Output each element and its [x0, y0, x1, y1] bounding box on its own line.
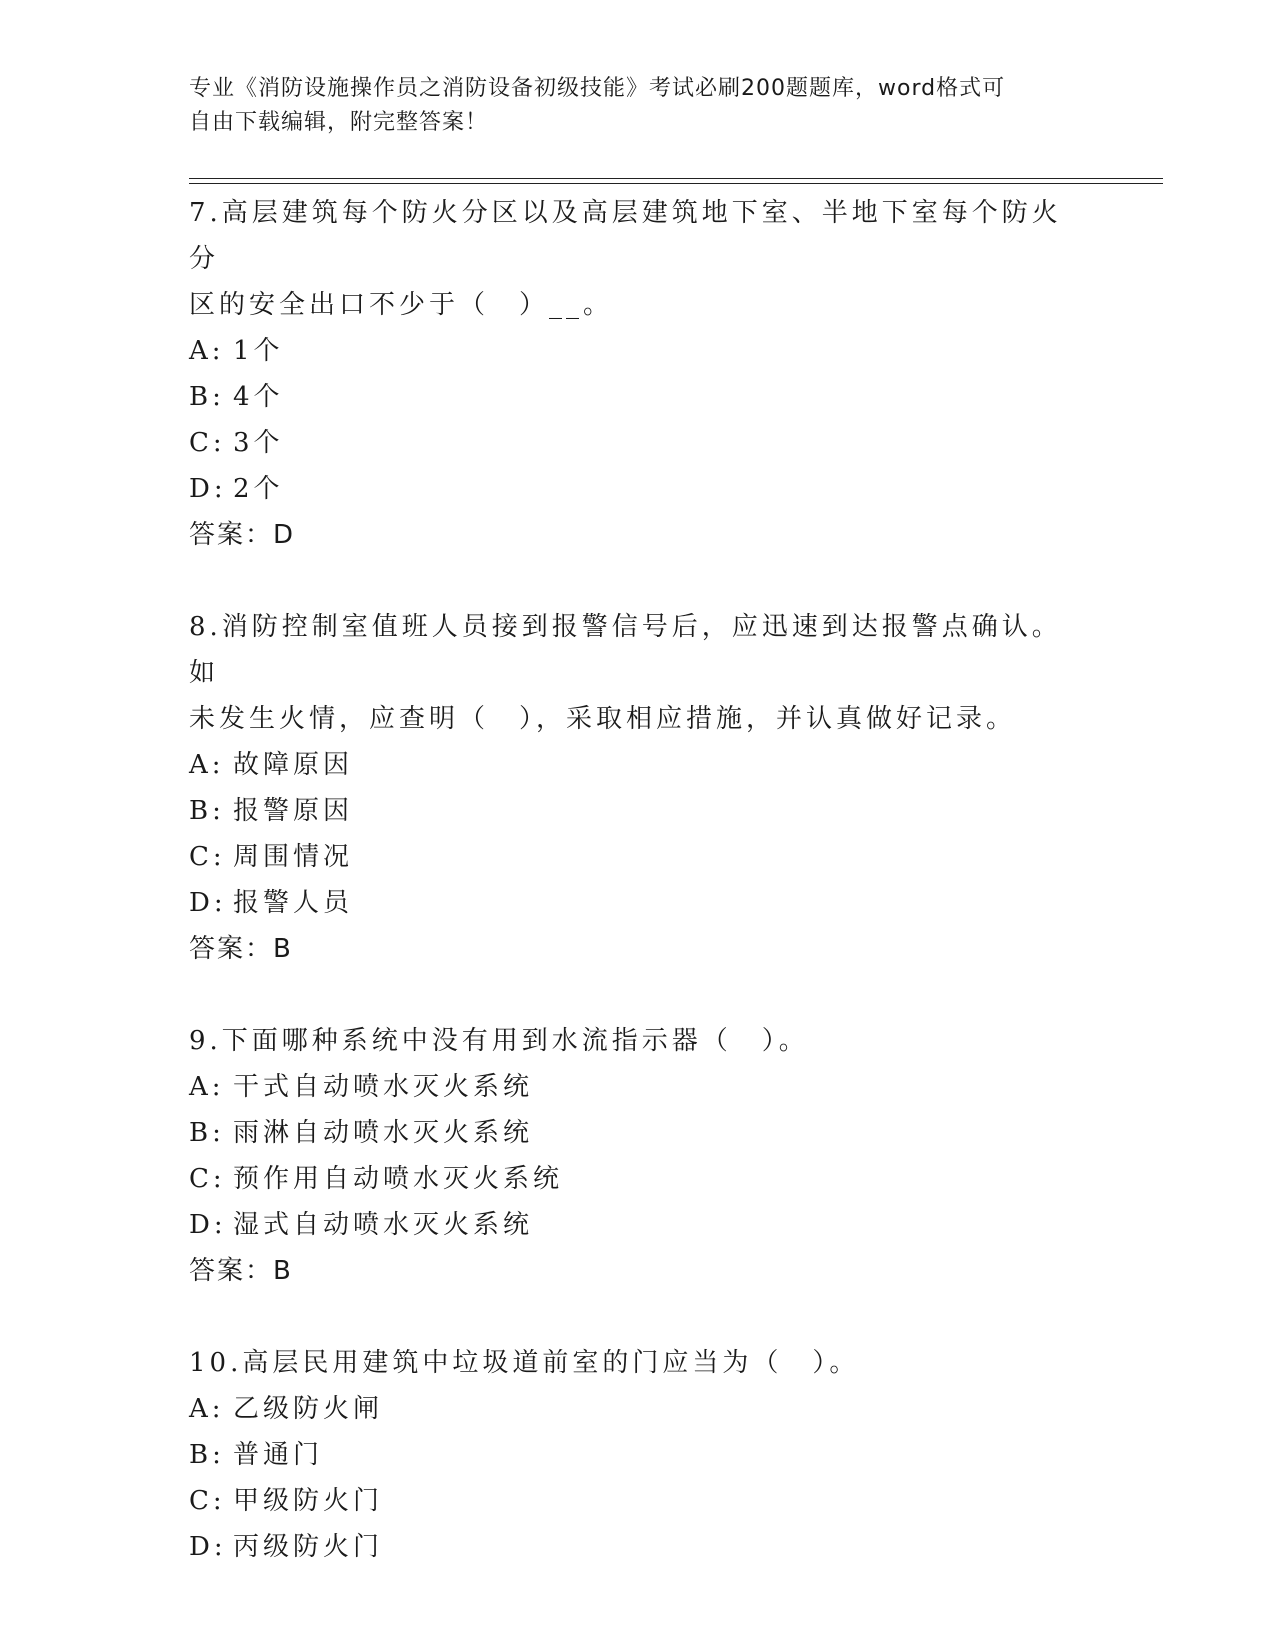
option-letter: D:: [189, 474, 227, 504]
option-text: 乙级防火闸: [233, 1394, 384, 1424]
option-text: 预作用自动喷水灭火系统: [233, 1164, 564, 1194]
option-text: 普通门: [233, 1440, 324, 1470]
question-10: [189, 1340, 1089, 1570]
option-d: [189, 1524, 1089, 1570]
header-line-1: 专业《消防设施操作员之消防设备初级技能》考试必刷200题题库，word格式可: [189, 76, 1006, 101]
option-a: [189, 742, 1089, 788]
question-text-line-1: 9.下面哪种系统中没有用到水流指示器（ ）。: [189, 1026, 809, 1056]
option-b: [189, 1110, 1089, 1156]
option-text: 湿式自动喷水灭火系统: [233, 1210, 534, 1240]
option-c: [189, 1156, 1089, 1202]
option-text: 报警原因: [233, 796, 354, 826]
option-letter: C:: [189, 1164, 226, 1194]
header-line-2: 自由下载编辑，附完整答案！: [189, 110, 489, 135]
option-a: [189, 1064, 1089, 1110]
header-divider-bottom: [189, 183, 1163, 184]
option-letter: B:: [189, 1440, 225, 1470]
option-d: [189, 1202, 1089, 1248]
option-letter: B:: [189, 1118, 225, 1148]
option-c: [189, 420, 1089, 466]
option-c: [189, 1478, 1089, 1524]
question-text-line-1: 10.高层民用建筑中垃圾道前室的门应当为（ ）。: [189, 1348, 860, 1378]
option-text: 丙级防火门: [233, 1532, 384, 1562]
option-a: [189, 1386, 1089, 1432]
option-letter: C:: [189, 842, 226, 872]
option-text: 报警人员: [233, 888, 354, 918]
option-text: 干式自动喷水灭火系统: [233, 1072, 534, 1102]
option-letter: D:: [189, 1210, 227, 1240]
document-header: [189, 72, 1089, 140]
option-letter: C:: [189, 428, 226, 458]
option-text: 4个: [233, 382, 284, 412]
option-b: [189, 788, 1089, 834]
answer-text: 答案：B: [189, 1256, 293, 1286]
option-text: 周围情况: [233, 842, 354, 872]
option-letter: C:: [189, 1486, 226, 1516]
option-letter: B:: [189, 796, 225, 826]
option-text: 雨淋自动喷水灭火系统: [233, 1118, 534, 1148]
option-text: 1个: [233, 336, 284, 366]
option-b: [189, 374, 1089, 420]
option-text: 故障原因: [233, 750, 354, 780]
option-d: [189, 466, 1089, 512]
answer-text: 答案：B: [189, 934, 293, 964]
option-letter: A:: [189, 1072, 225, 1102]
option-text: 2个: [233, 474, 284, 504]
option-letter: B:: [189, 382, 225, 412]
option-text: 3个: [233, 428, 284, 458]
question-text-line-2: 未发生火情，应查明（ ），采取相应措施，并认真做好记录。: [189, 704, 1017, 734]
option-letter: A:: [189, 336, 225, 366]
option-letter: A:: [189, 750, 225, 780]
option-letter: D:: [189, 888, 227, 918]
option-d: [189, 880, 1089, 926]
option-a: [189, 328, 1089, 374]
answer-text: 答案：D: [189, 520, 296, 550]
question-text-line-1: 7.高层建筑每个防火分区以及高层建筑地下室、半地下室每个防火分: [189, 198, 1062, 274]
option-b: [189, 1432, 1089, 1478]
question-7: [189, 190, 1089, 558]
question-text-line-1: 8.消防控制室值班人员接到报警信号后，应迅速到达报警点确认。如: [189, 612, 1062, 688]
question-8: [189, 604, 1089, 972]
question-9: [189, 1018, 1089, 1294]
header-divider-top: [189, 178, 1163, 179]
question-text-line-2: 区的安全出口不少于（ ）__。: [189, 290, 614, 320]
question-list: [189, 190, 1089, 1616]
option-text: 甲级防火门: [233, 1486, 384, 1516]
option-c: [189, 834, 1089, 880]
option-letter: D:: [189, 1532, 227, 1562]
option-letter: A:: [189, 1394, 225, 1424]
